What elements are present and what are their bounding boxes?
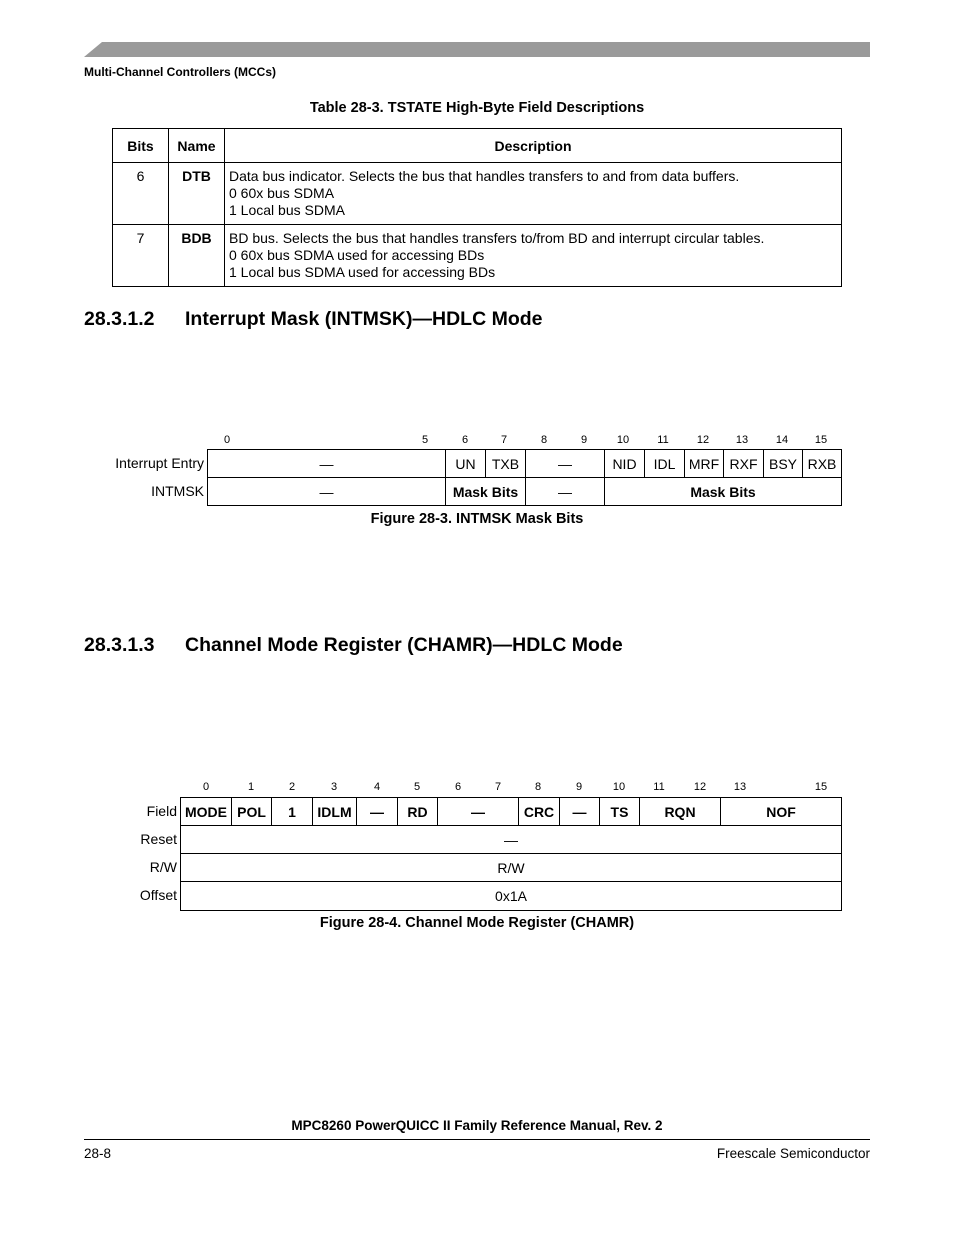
- nof-field-cell: NOF: [720, 797, 842, 826]
- pol-field-cell: POL: [231, 797, 272, 826]
- bit-number: 10: [612, 781, 626, 793]
- mode-field-cell: MODE: [180, 797, 232, 826]
- bit-number: 0: [202, 781, 210, 793]
- reserved-cell: —: [207, 477, 446, 506]
- mask-bits-cell: Mask Bits: [604, 477, 842, 506]
- bit-number: 15: [814, 434, 828, 446]
- figure-caption: Figure 28-4. Channel Mode Register (CHAMR): [319, 915, 635, 931]
- bit-number: 2: [288, 781, 296, 793]
- bit-number: 6: [454, 781, 462, 793]
- un-bit-cell: UN: [445, 449, 486, 478]
- field-description-table: [112, 128, 842, 287]
- row-label: Field: [146, 803, 177, 819]
- table-caption: Table 28-3. TSTATE High-Byte Field Descriptions: [309, 100, 645, 116]
- description-cell: [225, 225, 842, 287]
- rxb-bit-cell: RXB: [802, 449, 842, 478]
- bit-number: 7: [500, 434, 508, 446]
- column-header: Description: [225, 129, 842, 163]
- description-option: 1 Local bus SDMA used for accessing BDs: [229, 264, 496, 280]
- bit-number: 15: [814, 781, 828, 793]
- bit-number: 12: [696, 434, 710, 446]
- row-label: Interrupt Entry: [115, 455, 204, 471]
- rw-cell: R/W: [180, 853, 842, 882]
- column-header: Bits: [113, 129, 169, 163]
- row-label: Offset: [139, 887, 177, 903]
- reserved-cell: —: [525, 477, 605, 506]
- section-title: Channel Mode Register (CHAMR)—HDLC Mode: [185, 634, 623, 656]
- reserved-cell: —: [356, 797, 398, 826]
- bit-number: 8: [540, 434, 548, 446]
- reserved-cell: —: [525, 449, 605, 478]
- section-heading-chamr: [84, 634, 623, 657]
- section-title: Interrupt Mask (INTMSK)—HDLC Mode: [185, 308, 543, 330]
- crc-field-cell: CRC: [518, 797, 560, 826]
- bit-number: 9: [580, 434, 588, 446]
- reset-value-cell: —: [180, 825, 842, 854]
- row-label: INTMSK: [151, 483, 204, 499]
- idl-bit-cell: IDL: [644, 449, 685, 478]
- bit-number: 10: [616, 434, 630, 446]
- txb-bit-cell: TXB: [485, 449, 526, 478]
- nid-bit-cell: NID: [604, 449, 645, 478]
- footer-title: MPC8260 PowerQUICC II Family Reference Manual, Rev. 2: [291, 1118, 663, 1133]
- bit-number: 11: [657, 434, 669, 446]
- rxf-bit-cell: RXF: [723, 449, 764, 478]
- description-cell: [225, 163, 842, 225]
- description-option: 0 60x bus SDMA: [229, 185, 335, 201]
- bit-number: 8: [534, 781, 542, 793]
- bit-number: 14: [775, 434, 789, 446]
- description-text: BD bus. Selects the bus that handles transfers to/from BD and interrupt circular tables.: [229, 230, 765, 246]
- description-option: 1 Local bus SDMA: [229, 202, 345, 218]
- bit-number: 13: [733, 781, 747, 793]
- page-number: 28-8: [84, 1146, 112, 1161]
- mrf-bit-cell: MRF: [684, 449, 724, 478]
- bit-number: 4: [373, 781, 381, 793]
- offset-cell: 0x1A: [180, 881, 842, 911]
- bits-cell: 7: [113, 225, 169, 287]
- footer-company: Freescale Semiconductor: [716, 1146, 870, 1161]
- table-header-row: [113, 129, 842, 163]
- row-label: R/W: [149, 859, 177, 875]
- bit-number: 12: [693, 781, 707, 793]
- bsy-bit-cell: BSY: [763, 449, 803, 478]
- figure-caption: Figure 28-3. INTMSK Mask Bits: [370, 511, 584, 527]
- row-label: Reset: [140, 831, 177, 847]
- mask-bits-cell: Mask Bits: [445, 477, 526, 506]
- bits-cell: 6: [113, 163, 169, 225]
- ts-field-cell: TS: [599, 797, 640, 826]
- bit-number: 0: [223, 434, 231, 446]
- bit-number: 3: [330, 781, 338, 793]
- table-row: [113, 163, 842, 225]
- idlm-field-cell: IDLM: [312, 797, 357, 826]
- bit-number: 5: [413, 781, 421, 793]
- reserved-cell: —: [437, 797, 519, 826]
- section-heading-intmsk: [84, 308, 543, 331]
- reserved-cell: —: [559, 797, 600, 826]
- bit-number: 13: [735, 434, 749, 446]
- bit-number: 1: [247, 781, 255, 793]
- running-head: Multi-Channel Controllers (MCCs): [84, 65, 276, 79]
- section-number: 28.3.1.2: [84, 308, 155, 330]
- column-header: Name: [169, 129, 225, 163]
- description-option: 0 60x bus SDMA used for accessing BDs: [229, 247, 485, 263]
- description-text: Data bus indicator. Selects the bus that handles transfers to and from data buffers.: [229, 168, 740, 184]
- bit-number: 5: [421, 434, 429, 446]
- name-cell: DTB: [169, 163, 225, 225]
- constant-bit-cell: 1: [271, 797, 313, 826]
- footer-divider: [84, 1139, 870, 1140]
- bit-number: 6: [461, 434, 469, 446]
- rqn-field-cell: RQN: [639, 797, 721, 826]
- bit-number: 7: [494, 781, 502, 793]
- name-cell: BDB: [169, 225, 225, 287]
- table-row: [113, 225, 842, 287]
- section-number: 28.3.1.3: [84, 634, 155, 656]
- reserved-cell: —: [207, 449, 446, 478]
- bit-number: 11: [653, 781, 665, 793]
- bit-number: 9: [575, 781, 583, 793]
- rd-field-cell: RD: [397, 797, 438, 826]
- header-banner: [84, 42, 870, 57]
